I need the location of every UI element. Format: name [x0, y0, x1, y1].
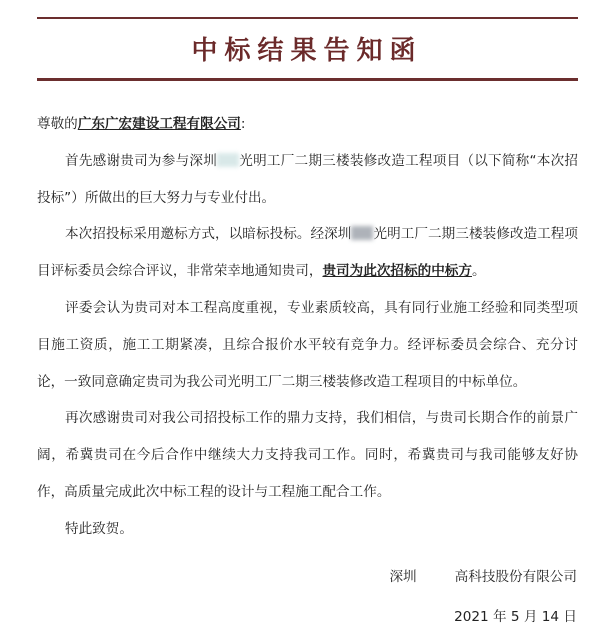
redaction-blur [351, 226, 373, 240]
signature-company: 高科技股份有限公司 [454, 569, 577, 585]
document-title: 中标结果告知函 [191, 36, 423, 66]
signature [389, 565, 577, 585]
recipient-company: 广东广宏建设工程有限公司 [77, 116, 241, 132]
p1-text-b: 光明工厂二期三楼装修改造工程项目（以下简称“本次招投标”）所做出的巨大努力与专业付出。 [37, 152, 578, 206]
signature-city: 深圳 [389, 569, 417, 585]
letter-body [37, 106, 578, 548]
salutation-suffix: : [240, 116, 246, 132]
header-top-rule [37, 17, 578, 19]
letter-date: 2021 年 5 月 14 日 [454, 609, 577, 625]
p2-text-b: 光明工厂二期三楼装修改造工程项目评标委员会综合评议，非常荣幸地通知贵司， [37, 226, 579, 280]
p2-text-a: 本次招投标采用邀标方式，以暗标投标。经深圳 [65, 226, 352, 243]
p2-end: 。 [472, 263, 486, 280]
p1-text-a: 首先感谢贵司为参与深圳 [65, 152, 218, 169]
paragraph-2 [37, 216, 578, 290]
redaction-blur [217, 153, 239, 167]
winning-statement: 贵司为此次招标的中标方 [322, 263, 472, 280]
paragraph-4: 再次感谢贵司对我公司招投标工作的鼎力支持，我们相信，与贵司长期合作的前景广阔，希冀贵司在今后合作中继续大力支持我司工作。同时，希冀贵司与我司能够友好协作，高质量完成此次中标工程的设计与工程施工配合工作。 [37, 410, 578, 500]
paragraph-1 [37, 143, 578, 217]
closing: 特此致贺。 [65, 520, 133, 537]
header-bottom-rule [37, 78, 578, 81]
salutation-prefix: 尊敬的 [37, 116, 78, 132]
paragraph-3: 评委会认为贵司对本工程高度重视，专业素质较高，具有同行业施工经验和同类型项目施工资质，施工工期紧凑，且综合报价水平较有竞争力。经评标委员会综合、充分讨论，一致同意确定贵司为我公司光明工厂二期三楼装修改造工程项目的中标单位。 [37, 299, 578, 390]
salutation [37, 106, 578, 143]
